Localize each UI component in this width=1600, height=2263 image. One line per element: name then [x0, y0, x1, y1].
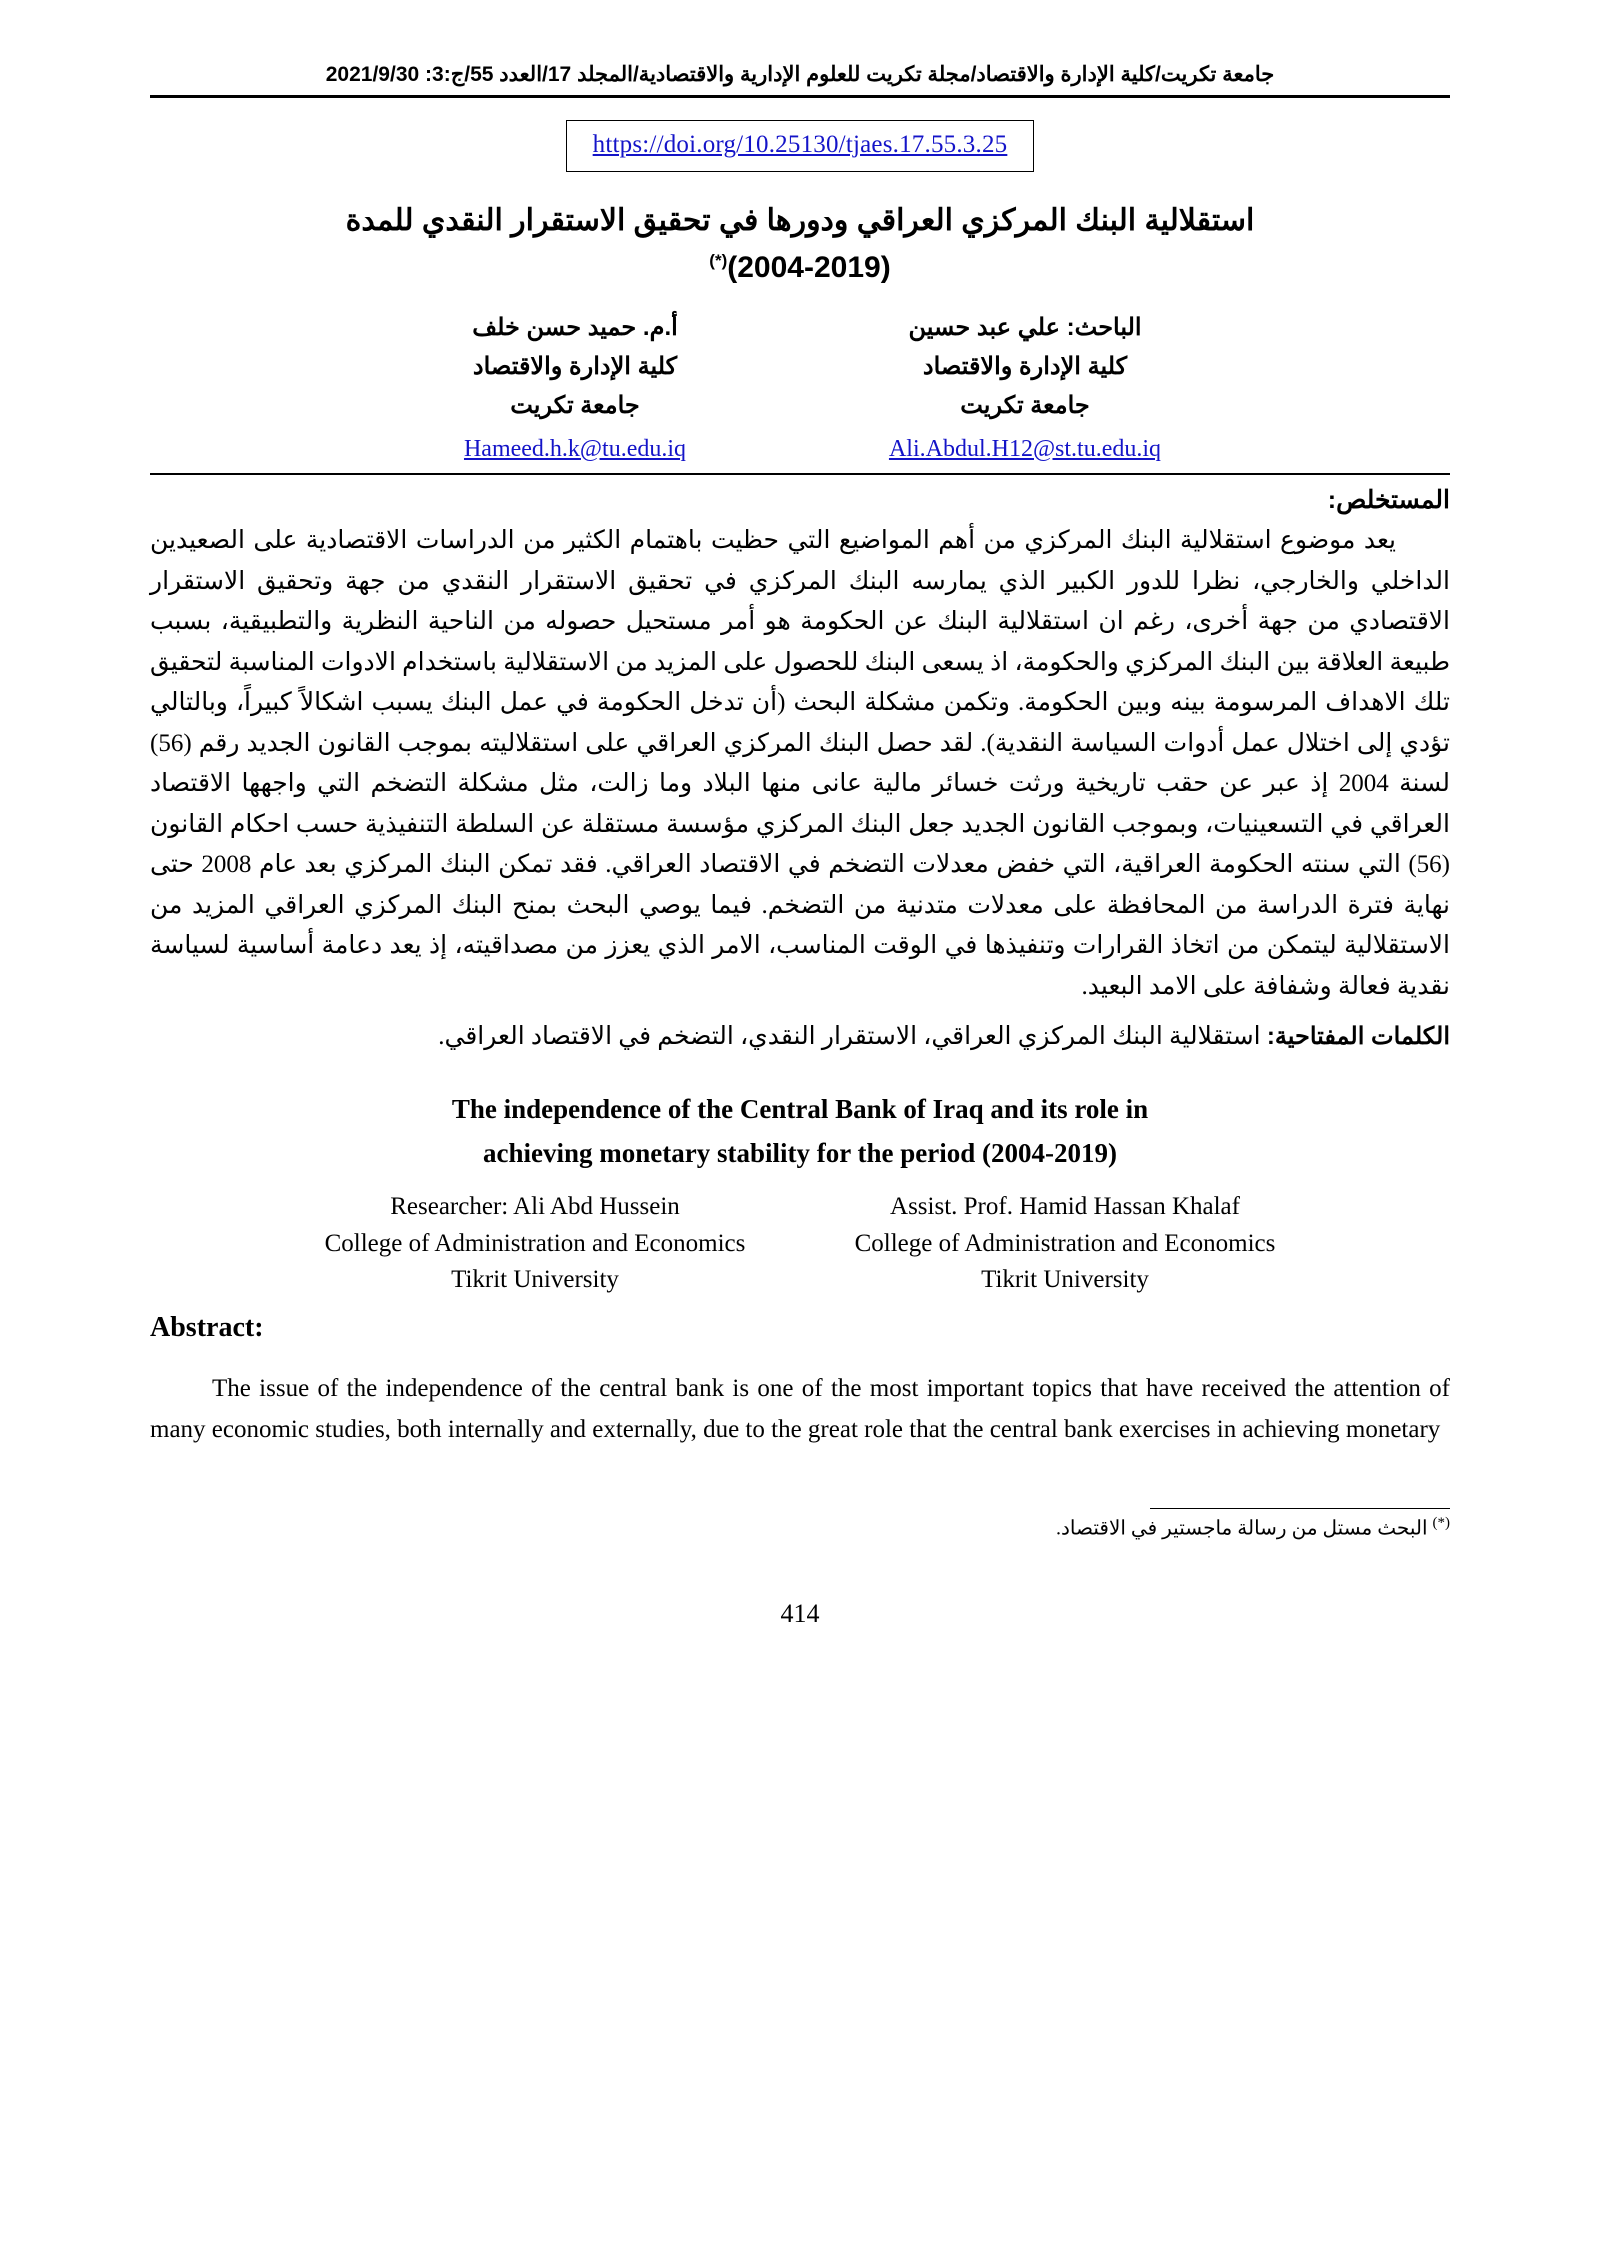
footnote-text: البحث مستل من رسالة ماجستير في الاقتصاد. [1056, 1517, 1433, 1540]
footnote-area [150, 1508, 1450, 1541]
page-number: 414 [780, 1598, 820, 1628]
english-title-line-1: The independence of the Central Bank of Iraq and its role in [451, 1093, 1149, 1124]
arabic-abstract-label: المستخلص: [1327, 486, 1450, 515]
english-author-1-college: College of Administration and Economics [324, 1229, 746, 1257]
english-author-2-college: College of Administration and Economics [854, 1229, 1276, 1257]
arabic-author-2-college: كلية الإدارة والاقتصاد [472, 352, 678, 380]
english-author-1 [315, 1189, 755, 1298]
arabic-author-1 [860, 309, 1190, 469]
english-title-line-2: achieving monetary stability for the period (2004-2019) [483, 1137, 1117, 1168]
footnote-divider [1150, 1508, 1450, 1509]
english-author-2-university: Tikrit University [981, 1265, 1149, 1293]
arabic-author-1-university: جامعة تكريت [960, 391, 1090, 419]
authors-divider [150, 473, 1450, 475]
doi-container [150, 120, 1450, 172]
arabic-title [190, 198, 1410, 291]
english-abstract-label: Abstract: [150, 1312, 264, 1344]
arabic-author-2-university: جامعة تكريت [510, 391, 640, 419]
english-section [150, 1088, 1450, 1450]
arabic-author-2-name: أ.م. حميد حسن خلف [472, 314, 678, 341]
arabic-abstract-text [150, 521, 1450, 1007]
header-divider [150, 95, 1450, 98]
arabic-author-1-name: الباحث: علي عبد حسين [908, 314, 1142, 341]
english-title [200, 1088, 1400, 1175]
english-author-2-name: Assist. Prof. Hamid Hassan Khalaf [890, 1193, 1240, 1221]
footnote-marker: (*) [1432, 1515, 1450, 1532]
arabic-keywords-label: الكلمات المفتاحية: [1266, 1023, 1450, 1051]
english-authors [150, 1189, 1450, 1298]
title-footnote-marker: (*) [709, 250, 728, 270]
running-head: جامعة تكريت/كلية الإدارة والاقتصاد/مجلة تكريت للعلوم الإدارية والاقتصادية/المجلد 17/العدد 55/ج:3: 2021/9/30 [325, 63, 1275, 86]
english-author-2 [845, 1189, 1285, 1298]
english-abstract-body: The issue of the independence of the central bank is one of the most important topics that have received the attention of many economic studies, both internally and externally, due to the great role that the central bank exercises in achieving monetary [150, 1375, 1450, 1443]
footnote [150, 1515, 1450, 1541]
arabic-title-line-2 [190, 245, 1410, 292]
english-author-1-name: Researcher: Ali Abd Hussein [390, 1193, 680, 1221]
arabic-author-1-email[interactable]: Ali.Abdul.H12@st.tu.edu.iq [888, 435, 1162, 462]
arabic-authors [150, 309, 1450, 469]
doi-link[interactable]: https://doi.org/10.25130/tjaes.17.55.3.25 [592, 131, 1008, 158]
arabic-keywords [150, 1017, 1450, 1058]
arabic-keywords-text: استقلالية البنك المركزي العراقي، الاستقرار النقدي، التضخم في الاقتصاد العراقي. [438, 1023, 1267, 1051]
english-author-1-university: Tikrit University [451, 1265, 619, 1293]
arabic-abstract-body: يعد موضوع استقلالية البنك المركزي من أهم المواضيع التي حظيت باهتمام الكثير من الدراسات الاقتصادية على الصعيدين الداخلي والخارجي، نظرا للدور الكبير الذي يمارسه البنك المركزي في تحقيق الاستقرار النقدي من جهة وتحقيق الاستقرار الاقتصادي من جهة أخرى، رغم ان استقلالية البنك عن الحكومة هو أمر مستحيل حصوله من الناحية النظرية والتطبيقية، بسبب طبيعة العلاقة بين البنك المركزي والحكومة، اذ يسعى البنك للحصول على المزيد من الاستقلالية باستخدام الادوات المناسبة لتحقيق تلك الاهداف المرسومة بينه وبين الحكومة. وتكمن مشكلة البحث (أن تدخل الحكومة في عمل البنك يسبب اشكالاً كبيراً، وبالتالي تؤدي إلى اختلال عمل أدوات السياسة النقدية). لقد حصل البنك المركزي العراقي على استقلاليته بموجب القانون الجديد رقم (56) لسنة 2004 إذ عبر عن حقب تاريخية ورثت خسائر مالية عانى منها البلاد وما زالت، مثل مشكلة التضخم التي واجهها الاقتصاد العراقي في التسعينيات، وبموجب القانون الجديد جعل البنك المركزي مؤسسة مستقلة عن السلطة التنفيذية حسب احكام القانون (56) التي سنته الحكومة العراقية، التي خفض معدلات التضخم في الاقتصاد العراقي. فقد تمكن البنك المركزي بعد عام 2008 حتى نهاية فترة الدراسة من المحافظة على معدلات متدنية من التضخم. فيما يوصي البحث بمنح البنك المركزي العراقي المزيد من الاستقلالية ليتمكن من اتخاذ القرارات وتنفيذها في الوقت المناسب، الامر الذي يعزز من مصداقيته، إذ يعد دعامة أساسية لسياسة نقدية فعالة وشفافة على الامد البعيد. [150, 527, 1450, 1000]
doi-box [566, 120, 1035, 172]
english-abstract-text [150, 1369, 1450, 1450]
arabic-title-period: (2004-2019) [727, 250, 891, 284]
arabic-author-2-email[interactable]: Hameed.h.k@tu.edu.iq [463, 435, 687, 462]
arabic-title-line-1: استقلالية البنك المركزي العراقي ودورها في تحقيق الاستقرار النقدي للمدة [345, 204, 1255, 237]
arabic-author-2 [410, 309, 740, 469]
arabic-author-1-college: كلية الإدارة والاقتصاد [922, 352, 1128, 380]
